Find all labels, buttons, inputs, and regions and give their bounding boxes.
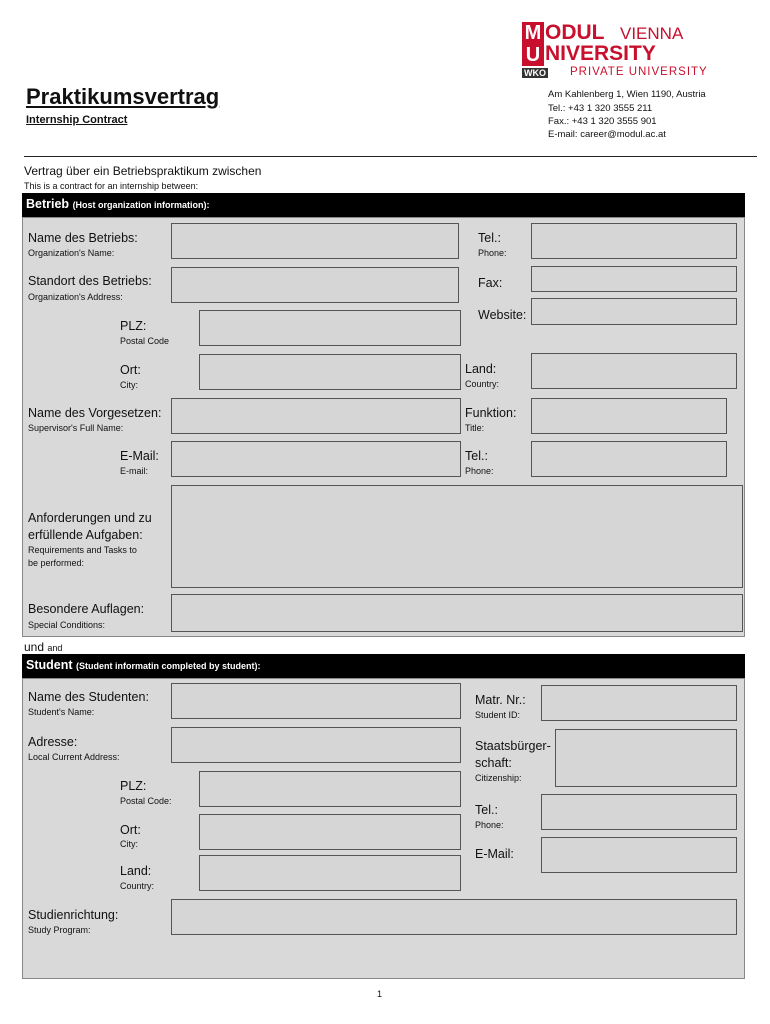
requirements-sublabel-1: Requirements and Tasks to (28, 545, 137, 555)
host-bar-de: Betrieb (26, 197, 70, 211)
student-name-input[interactable] (171, 683, 461, 719)
host-plz-label: PLZ: (120, 319, 147, 333)
student-plz-sublabel: Postal Code: (120, 796, 172, 806)
supervisor-email-sublabel: E-mail: (120, 466, 149, 476)
logo-private-university-text: PRIVATE UNIVERSITY (570, 66, 708, 78)
logo-modul-text: ODUL (545, 21, 605, 44)
page-subtitle: Internship Contract (26, 114, 128, 126)
citizenship-input[interactable] (555, 729, 737, 787)
study-program-label: Studienrichtung: (28, 908, 119, 922)
requirements-label-1: Anforderungen und zu (28, 511, 152, 525)
logo-u-block: U (522, 44, 544, 66)
org-fax-label: Fax: (478, 276, 503, 290)
host-country-sublabel: Country: (465, 379, 500, 389)
supervisor-name-label: Name des Vorgesetzen: (28, 406, 162, 420)
contact-phone: Tel.: +43 1 320 3555 211 (548, 103, 653, 114)
org-address-label: Standort des Betriebs: (28, 274, 152, 288)
student-bar-de: Student (26, 658, 73, 672)
org-name-sublabel: Organization's Name: (28, 248, 115, 258)
student-city-input[interactable] (199, 814, 461, 850)
student-address-label: Adresse: (28, 735, 78, 749)
citizenship-sublabel: Citizenship: (475, 773, 522, 783)
header-divider (24, 156, 757, 157)
student-phone-sublabel: Phone: (475, 820, 504, 830)
supervisor-name-sublabel: Supervisor's Full Name: (28, 423, 124, 433)
student-country-sublabel: Country: (120, 881, 155, 891)
student-name-sublabel: Student's Name: (28, 707, 95, 717)
supervisor-email-label: E-Mail: (120, 449, 159, 463)
student-plz-input[interactable] (199, 771, 461, 807)
supervisor-name-input[interactable] (171, 398, 461, 434)
contact-address: Am Kahlenberg 1, Wien 1190, Austria (548, 89, 706, 100)
student-id-input[interactable] (541, 685, 737, 721)
org-name-input[interactable] (171, 223, 459, 259)
supervisor-title-sublabel: Title: (465, 423, 485, 433)
host-plz-input[interactable] (199, 310, 461, 346)
student-country-input[interactable] (199, 855, 461, 891)
contact-email: E-mail: career@modul.ac.at (548, 129, 666, 140)
student-country-label: Land: (120, 864, 152, 878)
university-logo (522, 20, 722, 78)
contact-fax: Fax.: +43 1 320 3555 901 (548, 116, 657, 127)
host-country-label: Land: (465, 362, 497, 376)
host-city-sublabel: City: (120, 380, 138, 390)
special-conditions-input[interactable] (171, 594, 743, 632)
supervisor-phone-label: Tel.: (465, 449, 488, 463)
student-bar-en: (Student informatin completed by student): (76, 661, 261, 671)
intro-en: This is a contract for an internship between: (24, 181, 199, 191)
org-address-input[interactable] (171, 267, 459, 303)
requirements-textarea[interactable] (171, 485, 743, 588)
student-section-panel (22, 678, 745, 979)
org-phone-sublabel: Phone: (478, 248, 507, 258)
org-website-label: Website: (478, 308, 527, 322)
host-city-label: Ort: (120, 363, 141, 377)
host-plz-sublabel: Postal Code (120, 336, 170, 346)
supervisor-email-input[interactable] (171, 441, 461, 477)
intro-de: Vertrag über ein Betriebspraktikum zwischen (24, 164, 262, 178)
logo-vienna-text: VIENNA (620, 24, 684, 43)
student-address-input[interactable] (171, 727, 461, 763)
org-website-input[interactable] (531, 298, 737, 325)
student-city-sublabel: City: (120, 839, 138, 849)
supervisor-phone-sublabel: Phone: (465, 466, 494, 476)
supervisor-phone-input[interactable] (531, 441, 727, 477)
student-section-header (22, 654, 745, 678)
and-separator: und and (24, 640, 63, 654)
special-conditions-label: Besondere Auflagen: (28, 602, 145, 616)
student-plz-label: PLZ: (120, 779, 147, 793)
student-phone-input[interactable] (541, 794, 737, 830)
host-section-header (22, 193, 745, 217)
requirements-sublabel-2: be performed: (28, 558, 85, 568)
student-city-label: Ort: (120, 823, 141, 837)
citizenship-label-2: schaft: (475, 756, 512, 770)
logo-m-block: M (522, 22, 544, 44)
org-address-sublabel: Organization's Address: (28, 292, 123, 302)
student-email-input[interactable] (541, 837, 737, 873)
org-fax-input[interactable] (531, 266, 737, 292)
study-program-input[interactable] (171, 899, 737, 935)
student-address-sublabel: Local Current Address: (28, 752, 120, 762)
page-number: 1 (377, 989, 383, 999)
org-name-label: Name des Betriebs: (28, 231, 138, 245)
logo-university-text: NIVERSITY (545, 42, 656, 65)
host-bar-en: (Host organization information): (72, 200, 210, 210)
page-title: Praktikumsvertrag (26, 84, 220, 109)
student-email-label: E-Mail: (475, 847, 514, 861)
host-city-input[interactable] (199, 354, 461, 390)
study-program-sublabel: Study Program: (28, 925, 91, 935)
student-id-label: Matr. Nr.: (475, 693, 526, 707)
student-name-label: Name des Studenten: (28, 690, 149, 704)
supervisor-title-label: Funktion: (465, 406, 517, 420)
student-phone-label: Tel.: (475, 803, 498, 817)
requirements-label-2: erfüllende Aufgaben: (28, 528, 143, 542)
org-phone-input[interactable] (531, 223, 737, 259)
org-phone-label: Tel.: (478, 231, 501, 245)
supervisor-title-input[interactable] (531, 398, 727, 434)
logo-wko-text: WKO (524, 68, 546, 78)
host-section-panel (22, 217, 745, 637)
special-conditions-sublabel: Special Conditions: (28, 620, 106, 630)
host-country-input[interactable] (531, 353, 737, 389)
student-id-sublabel: Student ID: (475, 710, 521, 720)
citizenship-label-1: Staatsbürger- (475, 739, 551, 753)
